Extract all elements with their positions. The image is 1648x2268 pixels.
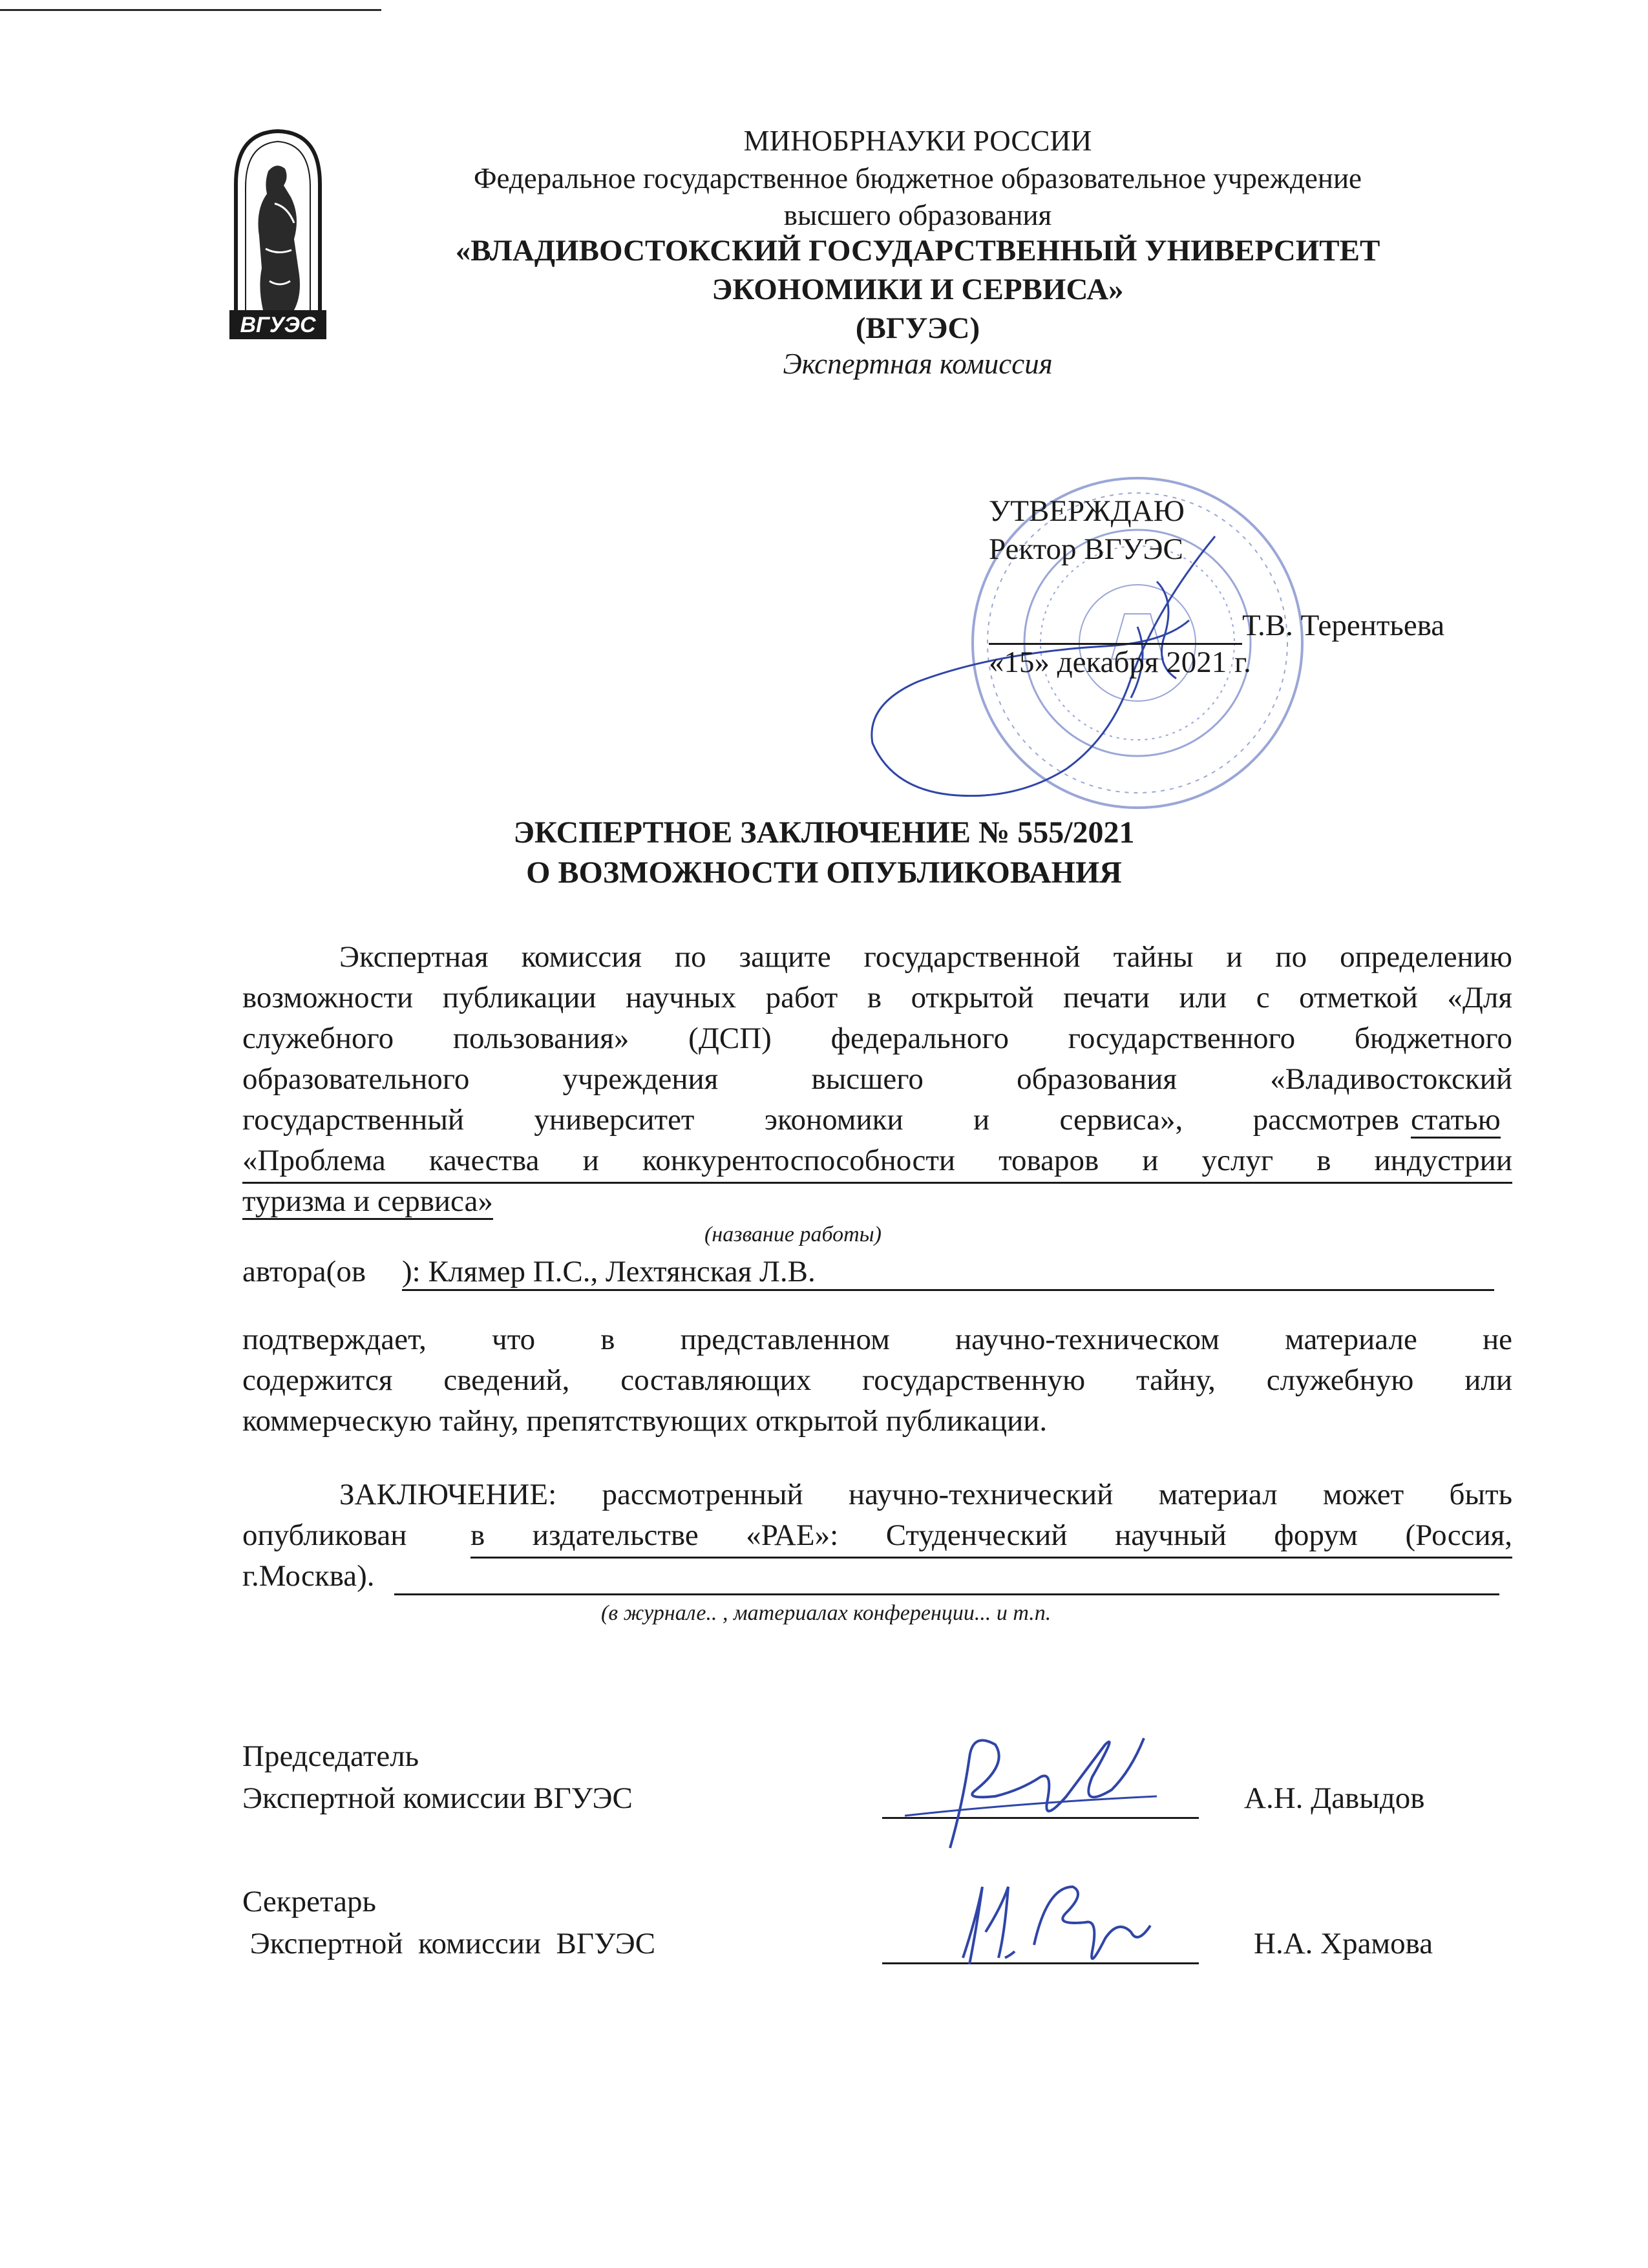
work-type-text: статью xyxy=(1411,1103,1501,1139)
approver-name: Т.В. Терентьева xyxy=(1242,609,1445,642)
paragraph-1-line-4: образовательного учреждения высшего образования «Владивостокский xyxy=(242,1062,1512,1096)
university-name-line2: ЭКОНОМИКИ И СЕРВИСА» xyxy=(712,273,1124,306)
approver-position: Ректор ВГУЭС xyxy=(989,532,1183,566)
secretary-title-line2: Экспертной комиссии ВГУЭС xyxy=(242,1927,656,1960)
org-type-line1: Федеральное государственное бюджетное образовательное учреждение xyxy=(473,162,1362,194)
conclusion-line-3: г.Москва). xyxy=(242,1559,375,1593)
org-type-line2: высшего образования xyxy=(783,199,1052,231)
work-title-line-2-text: туризма и сервиса» xyxy=(242,1184,493,1220)
work-title-caption: (название работы) xyxy=(704,1223,882,1246)
authors-label: автора(ов xyxy=(242,1255,366,1288)
secretary-name: Н.А. Храмова xyxy=(1254,1927,1433,1960)
work-title-line-1: «Проблема качества и конкурентоспособности товаров и услуг в индустрии xyxy=(242,1139,1512,1184)
logo-emblem-icon xyxy=(229,126,326,339)
chairman-name: А.Н. Давыдов xyxy=(1244,1781,1425,1815)
authors-value: ): Клямер П.С., Лехтянская Л.В. xyxy=(402,1255,816,1288)
secretary-title-line1: Секретарь xyxy=(242,1885,376,1918)
work-type xyxy=(1411,1098,1501,1141)
top-scan-line xyxy=(0,9,381,11)
authors-underline xyxy=(402,1289,1494,1291)
conclusion-line-2-start: опубликован xyxy=(242,1518,407,1552)
paragraph-1-line-5: государственный университет экономики и сервиса», рассмотрев xyxy=(242,1103,1399,1137)
conclusion-underline xyxy=(394,1593,1499,1595)
approval-date: «15» декабря 2021 г. xyxy=(989,646,1251,679)
paragraph-2-line-3: коммерческую тайну, препятствующих открытой публикации. xyxy=(242,1404,1048,1438)
conclusion-line-1: ЗАКЛЮЧЕНИЕ: рассмотренный научно-технический материал может быть xyxy=(339,1478,1512,1511)
university-logo xyxy=(229,126,326,339)
paragraph-1-line-1: Экспертная комиссия по защите государственной тайны и по определению xyxy=(339,940,1512,974)
paragraph-2-line-1: подтверждает, что в представленном научно-техническом материале не xyxy=(242,1323,1512,1356)
paragraph-1-line-2: возможности публикации научных работ в открытой печати или с отметкой «Для xyxy=(242,981,1512,1014)
work-title-line-2 xyxy=(242,1180,493,1223)
document-title-line2: О ВОЗМОЖНОСТИ ОПУБЛИКОВАНИЯ xyxy=(526,856,1122,890)
ministry-name: МИНОБРНАУКИ РОССИИ xyxy=(743,125,1092,157)
university-name-line1: «ВЛАДИВОСТОКСКИЙ ГОСУДАРСТВЕННЫЙ УНИВЕРСИТЕТ xyxy=(455,234,1380,268)
chairman-title-line2: Экспертной комиссии ВГУЭС xyxy=(242,1781,633,1815)
secretary-signature xyxy=(937,1861,1170,1990)
conclusion-caption: (в журнале.. , материалах конференции... и т.п. xyxy=(601,1601,1051,1625)
logo-caption: ВГУЭС xyxy=(240,313,316,337)
document-title-line1: ЭКСПЕРТНОЕ ЗАКЛЮЧЕНИЕ № 555/2021 xyxy=(513,815,1135,850)
university-abbreviation: (ВГУЭС) xyxy=(855,311,980,345)
approve-label: УТВЕРЖДАЮ xyxy=(989,494,1185,528)
paragraph-1-line-3: служебного пользования» (ДСП) федерального государственного бюджетного xyxy=(242,1022,1512,1055)
department-name: Экспертная комиссия xyxy=(783,348,1053,380)
chairman-signature xyxy=(892,1719,1163,1861)
chairman-title-line1: Председатель xyxy=(242,1739,419,1773)
publication-venue: в издательстве «РАЕ»: Студенческий научный форум (Россия, xyxy=(470,1514,1512,1559)
paragraph-2-line-2: содержится сведений, составляющих государственную тайну, служебную или xyxy=(242,1363,1512,1397)
